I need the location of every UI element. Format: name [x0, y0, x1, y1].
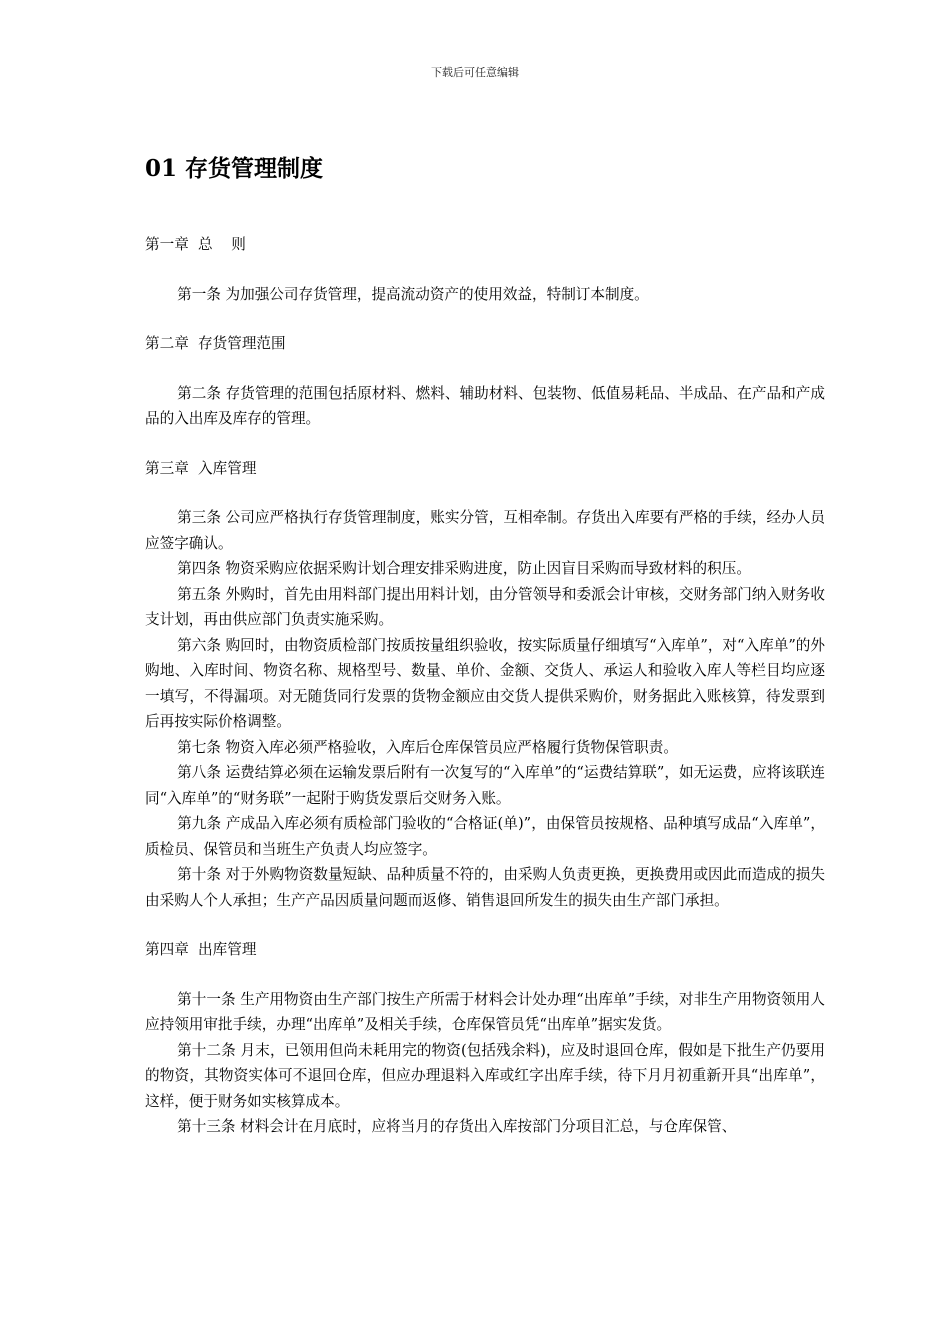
- article-paragraph: 第五条 外购时，首先由用料部门提出用料计划，由分管领导和委派会计审核，交财务部门纳入财务收支计划，再由供应部门负责实施采购。: [145, 585, 825, 628]
- article-paragraph: 第十一条 生产用物资由生产部门按生产所需于材料会计处办理“出库单”手续，对非生产用物资领用人应持领用审批手续，办理“出库单”及相关手续，仓库保管员凭“出库单”据实发货。: [145, 990, 825, 1033]
- article-paragraph: 第四条 物资采购应依据采购计划合理安排采购进度，防止因盲目采购而导致材料的积压。: [177, 560, 751, 577]
- article-paragraph: 第二条 存货管理的范围包括原材料、燃料、辅助材料、包装物、低值易耗品、半成品、在产品和产成品的入出库及库存的管理。: [145, 384, 825, 427]
- chapter-heading: 第四章 出库管理: [145, 941, 257, 958]
- article-paragraph: 第八条 运费结算必须在运输发票后附有一次复写的“入库单”的“运费结算联”，如无运费，应将该联连同“入库单”的“财务联”一起附于购货发票后交财务入账。: [145, 764, 825, 807]
- article-paragraph: 第十三条 材料会计在月底时，应将当月的存货出入库按部门分项目汇总，与仓库保管、: [177, 1118, 737, 1135]
- document-title: 01 存货管理制度: [145, 155, 324, 182]
- article-paragraph: 第六条 购回时，由物资质检部门按质按量组织验收，按实际质量仔细填写“入库单”，对“入库单”的外购地、入库时间、物资名称、规格型号、数量、单价、金额、交货人、承运人和验收入库人等栏目均应逐一填写，不得漏项。对无随货同行发票的货物金额应由交货人提供采购价，财务据此入账核算，待发票到后再按实际价格调整。: [145, 636, 825, 730]
- chapter-heading: 第一章 总 则: [145, 236, 246, 253]
- article-paragraph: 第十条 对于外购物资数量短缺、品种质量不符的，由采购人负责更换，更换费用或因此而造成的损失由采购人个人承担；生产产品因质量问题而返修、销售退回所发生的损失由生产部门承担。: [145, 866, 825, 909]
- article-paragraph: 第七条 物资入库必须严格验收，入库后仓库保管员应严格履行货物保管职责。: [177, 738, 678, 756]
- article-paragraph: 第三条 公司应严格执行存货管理制度，账实分管，互相牵制。存货出入库要有严格的手续，经办人员应签字确认。: [145, 509, 825, 552]
- article-paragraph: 第九条 产成品入库必须有质检部门验收的“合格证(单)”，由保管员按规格、品种填写成品“入库单”，质检员、保管员和当班生产负责人均应签字。: [145, 815, 825, 858]
- page-header-note: 下载后可任意编辑: [431, 66, 519, 79]
- article-paragraph: 第一条 为加强公司存货管理，提高流动资产的使用效益，特制订本制度。: [177, 285, 649, 303]
- chapter-heading: 第三章 入库管理: [145, 459, 257, 477]
- document-body: [145, 232, 825, 1140]
- article-paragraph: 第十二条 月末，已领用但尚未耗用完的物资(包括残余料)，应及时退回仓库，假如是下批生产仍要用的物资，其物资实体可不退回仓库，但应办理退料入库或红字出库手续，待下月月初重新开具“出库单”，这样，便于财务如实核算成本。: [145, 1041, 825, 1110]
- chapter-heading: 第二章 存货管理范围: [145, 335, 286, 352]
